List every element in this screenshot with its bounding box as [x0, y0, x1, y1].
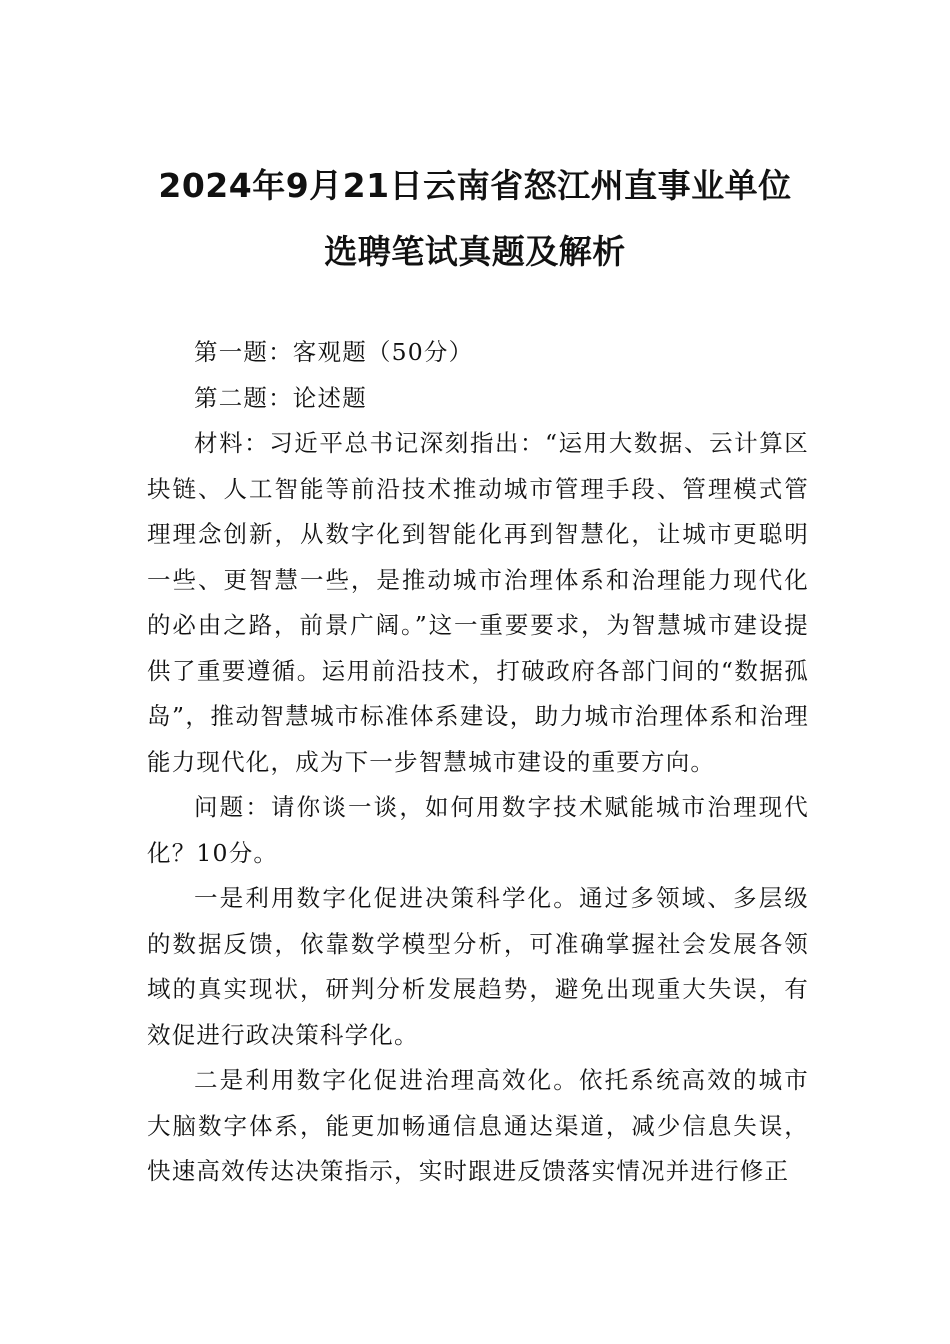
- section-objective: 第一题：客观题（50分）: [194, 338, 474, 366]
- question-paragraph: 问题：请你谈一谈，如何用数字技术赋能城市治理现代化？10分。: [147, 793, 809, 867]
- material-paragraph: 材料：习近平总书记深刻指出：“运用大数据、云计算区块链、人工智能等前沿技术推动城市管理手段、管理模式管理理念创新，从数字化到智能化再到智慧化，让城市更聪明一些、更智慧一些，是推动城市治理体系和治理能力现代化的必由之路，前景广阔。”这一重要要求，为智慧城市建设提供了重要遵循。运用前沿技术，打破政府各部门间的“数据孤岛”，推动智慧城市标准体系建设，助力城市治理体系和治理能力现代化，成为下一步智慧城市建设的重要方向。: [147, 429, 809, 776]
- document-body: [147, 330, 809, 1195]
- section-essay: 第二题：论述题: [194, 383, 367, 412]
- document-title-line-2: 选聘笔试真题及解析: [324, 232, 626, 271]
- document-title-line-1: 2024年9月21日云南省怒江州直事业单位: [158, 166, 792, 205]
- answer-point-2: 二是利用数字化促进治理高效化。依托系统高效的城市大脑数字体系，能更加畅通信息通达渠道，减少信息失误，快速高效传达决策指示，实时跟进反馈落实情况并进行修正: [147, 1066, 809, 1185]
- answer-point-1: 一是利用数字化促进决策科学化。通过多领域、多层级的数据反馈，依靠数学模型分析，可准确掌握社会发展各领域的真实现状，研判分析发展趋势，避免出现重大失误，有效促进行政决策科学化。: [147, 884, 809, 1049]
